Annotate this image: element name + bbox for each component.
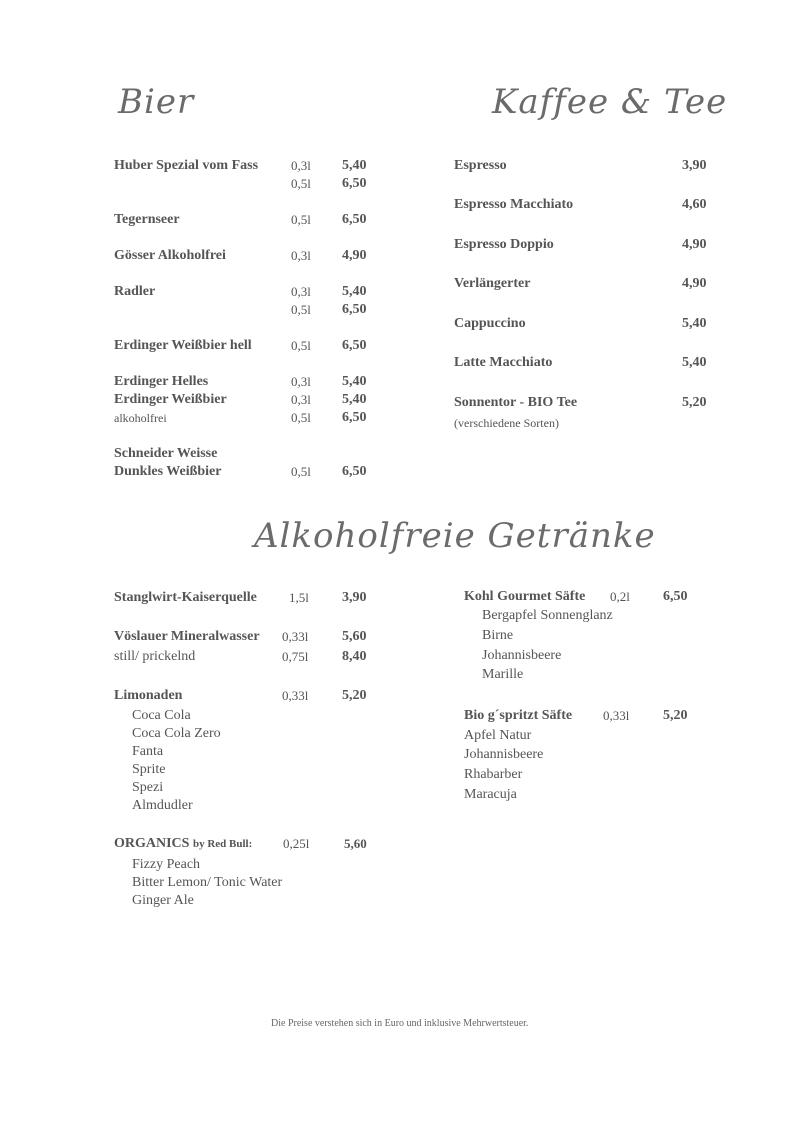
- kaffee-item-name: Verlängerter: [454, 276, 531, 291]
- kaffee-item-name: Espresso Macchiato: [454, 197, 574, 212]
- bier-item-name: Huber Spezial vom Fass: [114, 158, 259, 173]
- bier-item-name: Erdinger Helles: [114, 374, 209, 389]
- bier-item-size: 0,3l: [291, 374, 311, 389]
- bier-item-price: 5,40: [342, 284, 367, 299]
- kohl-price: 6,50: [663, 589, 688, 604]
- bier-item-size: 0,3l: [291, 248, 311, 263]
- alkoholfrei-item-price: 3,90: [342, 590, 367, 605]
- organics-name: ORGANICS: [114, 836, 190, 851]
- bier-item-price: 6,50: [342, 464, 367, 479]
- alkoholfrei-item-size: 1,5l: [289, 590, 309, 605]
- organics-brand: by Red Bull:: [192, 838, 253, 850]
- heading-alkoholfreie-getraenke: Alkoholfreie Getränke: [254, 516, 656, 556]
- limonaden-sorte: Coca Cola Zero: [132, 726, 221, 741]
- kaffee-item-name: Espresso: [454, 158, 507, 173]
- organics-sorte: Fizzy Peach: [132, 857, 201, 872]
- kaffee-item-price: 5,20: [682, 395, 707, 410]
- limonaden-sorte: Fanta: [132, 744, 164, 759]
- bier-item-size: 0,3l: [291, 158, 311, 173]
- alkoholfrei-item-note: still/ prickelnd: [114, 649, 196, 664]
- bier-item-name: Gösser Alkoholfrei: [114, 248, 226, 263]
- alkoholfrei-item-price: 5,60: [344, 836, 367, 851]
- alkoholfrei-item-price: 5,20: [342, 688, 367, 703]
- kohl-sorte: Johannisbeere: [482, 648, 562, 663]
- kaffee-item-price: 4,60: [682, 197, 707, 212]
- kohl-sorte: Marille: [482, 667, 524, 682]
- bier-item-name: Tegernseer: [114, 212, 180, 227]
- limonaden-sorte: Sprite: [132, 762, 166, 777]
- kaffee-item-name: Sonnentor - BIO Tee: [454, 395, 578, 410]
- kohl-sorte: Birne: [482, 628, 514, 643]
- limonaden-sorte: Coca Cola: [132, 708, 191, 723]
- bier-item-price: 6,50: [342, 410, 367, 425]
- kaffee-item-price: 5,40: [682, 316, 707, 331]
- heading-bier: Bier: [118, 82, 195, 122]
- limonaden-sorte: Almdudler: [132, 798, 193, 813]
- kohl-size: 0,2l: [610, 589, 630, 604]
- kaffee-item-price: 3,90: [682, 158, 707, 173]
- bier-item-name: Radler: [114, 284, 156, 299]
- bio-sorte: Johannisbeere: [464, 747, 544, 762]
- bier-item-price: 6,50: [342, 212, 367, 227]
- kaffee-item-price: 5,40: [682, 355, 707, 370]
- kaffee-item-name: Cappuccino: [454, 316, 526, 331]
- bier-item-price: 6,50: [342, 338, 367, 353]
- bier-item-price: 6,50: [342, 302, 367, 317]
- bier-item-size: 0,3l: [291, 392, 311, 407]
- bier-item-size: 0,5l: [291, 176, 311, 191]
- bio-sorte: Maracuja: [464, 787, 517, 802]
- limonaden-sorte: Spezi: [132, 780, 164, 795]
- kaffee-item-price: 4,90: [682, 237, 707, 252]
- kaffee-note: (verschiedene Sorten): [454, 416, 559, 430]
- bier-item-price: 5,40: [342, 158, 367, 173]
- organics-sorte: Bitter Lemon/ Tonic Water: [132, 875, 283, 890]
- bier-item-size: 0,5l: [291, 410, 311, 425]
- bier-item-name: Erdinger Weißbier: [114, 392, 227, 407]
- bio-sorte: Rhabarber: [464, 767, 523, 782]
- kohl-name: Kohl Gourmet Säfte: [464, 589, 586, 604]
- alkoholfrei-item-name: Limonaden: [114, 688, 183, 703]
- bier-item-price: 4,90: [342, 248, 367, 263]
- alkoholfrei-item-size: 0,25l: [283, 836, 310, 851]
- alkoholfrei-item-price: 5,60: [342, 629, 367, 644]
- bio-name: Bio g´spritzt Säfte: [464, 708, 573, 723]
- alkoholfrei-item-name: Vöslauer Mineralwasser: [114, 629, 260, 644]
- alkoholfrei-item-name: Stanglwirt-Kaiserquelle: [114, 590, 257, 605]
- bio-price: 5,20: [663, 708, 688, 723]
- bier-item-size: 0,3l: [291, 284, 311, 299]
- alkoholfrei-item-size: 0,75l: [282, 649, 309, 664]
- kaffee-item-name: Espresso Doppio: [454, 237, 554, 252]
- organics-sorte: Ginger Ale: [132, 893, 194, 908]
- bier-item-price: 6,50: [342, 176, 367, 191]
- bier-item-price: 5,40: [342, 374, 367, 389]
- bier-item-size: 0,5l: [291, 212, 311, 227]
- organics-item: [114, 835, 252, 853]
- bier-item-size: 0,5l: [291, 464, 311, 479]
- alkoholfrei-item-size: 0,33l: [282, 688, 309, 703]
- footer-note: Die Preise verstehen sich in Euro und inklusive Mehrwertsteuer.: [271, 1018, 529, 1029]
- kaffee-item-price: 4,90: [682, 276, 707, 291]
- bio-size: 0,33l: [603, 708, 630, 723]
- kaffee-item-name: Latte Macchiato: [454, 355, 553, 370]
- bio-sorte: Apfel Natur: [464, 728, 532, 743]
- alkoholfrei-item-size: 0,33l: [282, 629, 309, 644]
- bier-item-price: 5,40: [342, 392, 367, 407]
- kohl-sorte: Bergapfel Sonnenglanz: [482, 608, 613, 623]
- bier-item-name: Dunkles Weißbier: [114, 464, 222, 479]
- heading-kaffee-tee: Kaffee & Tee: [492, 82, 728, 122]
- bier-item-note: alkoholfrei: [114, 411, 167, 425]
- bier-item-size: 0,5l: [291, 338, 311, 353]
- bier-item-name: Schneider Weisse: [114, 446, 218, 461]
- bier-item-size: 0,5l: [291, 302, 311, 317]
- bier-item-name: Erdinger Weißbier hell: [114, 338, 252, 353]
- alkoholfrei-item-price: 8,40: [342, 649, 367, 664]
